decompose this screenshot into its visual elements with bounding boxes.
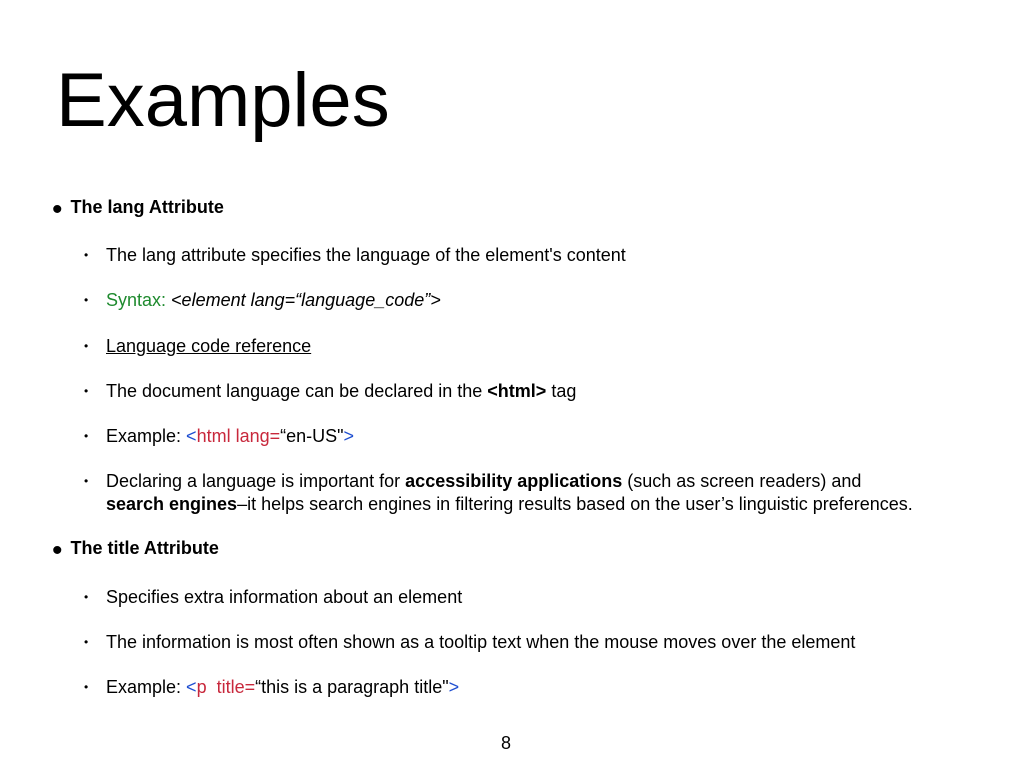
code-open-bracket: <	[186, 677, 197, 697]
section-heading-text: The title Attribute	[70, 538, 219, 558]
list-item-example	[84, 425, 354, 448]
bullet-icon: •	[84, 339, 89, 353]
code-open-bracket: <	[186, 426, 197, 446]
item-bold-accessibility: accessibility applications	[405, 471, 623, 491]
code-attribute: p title=	[196, 677, 256, 697]
syntax-label: Syntax:	[106, 290, 167, 310]
example-label: Example:	[106, 426, 187, 446]
list-item-syntax	[84, 289, 441, 312]
list-item-example	[84, 676, 459, 699]
item-text-post: –it helps search engines in filtering results based on the user’s linguistic preferences.	[237, 494, 913, 514]
list-item	[84, 470, 913, 516]
list-item	[84, 631, 855, 654]
item-text-mid: (such as screen readers) and	[622, 471, 862, 491]
bullet-icon: •	[84, 590, 89, 604]
item-text: The information is most often shown as a tooltip text when the mouse moves over the element	[106, 632, 856, 652]
bullet-icon: •	[84, 474, 89, 488]
item-text: The lang attribute specifies the language of the element's content	[106, 245, 626, 265]
code-value: “this is a paragraph title"	[255, 677, 449, 697]
code-attribute: html lang=	[196, 426, 281, 446]
list-item	[84, 586, 462, 609]
bullet-icon: •	[84, 635, 89, 649]
section-heading-title	[52, 534, 219, 567]
bullet-icon: •	[84, 384, 89, 398]
html-tag-bold: <html>	[487, 381, 547, 401]
slide-title: Examples	[56, 58, 390, 143]
list-item	[84, 380, 576, 403]
code-value: “en-US"	[280, 426, 344, 446]
item-text-pre: The document language can be declared in the	[106, 381, 488, 401]
bullet-icon: •	[84, 248, 89, 262]
bullet-icon: •	[84, 680, 89, 694]
code-close-bracket: >	[343, 426, 355, 446]
item-text-post: tag	[546, 381, 577, 401]
page-number: 8	[500, 733, 511, 753]
item-bold-search-engines: search engines	[106, 494, 238, 514]
list-item-link	[84, 335, 311, 358]
language-code-reference-link[interactable]: Language code reference	[106, 336, 312, 356]
bullet-icon: •	[52, 193, 63, 226]
list-item	[84, 244, 626, 267]
bullet-icon: •	[84, 293, 89, 307]
syntax-code: <element lang=“language_code”>	[171, 290, 441, 310]
bullet-icon: •	[84, 429, 89, 443]
code-close-bracket: >	[448, 677, 460, 697]
item-text: Specifies extra information about an element	[106, 587, 463, 607]
section-heading-lang	[52, 193, 224, 226]
item-text-pre: Declaring a language is important for	[106, 471, 406, 491]
example-label: Example:	[106, 677, 187, 697]
bullet-icon: •	[52, 534, 63, 567]
section-heading-text: The lang Attribute	[70, 197, 224, 217]
